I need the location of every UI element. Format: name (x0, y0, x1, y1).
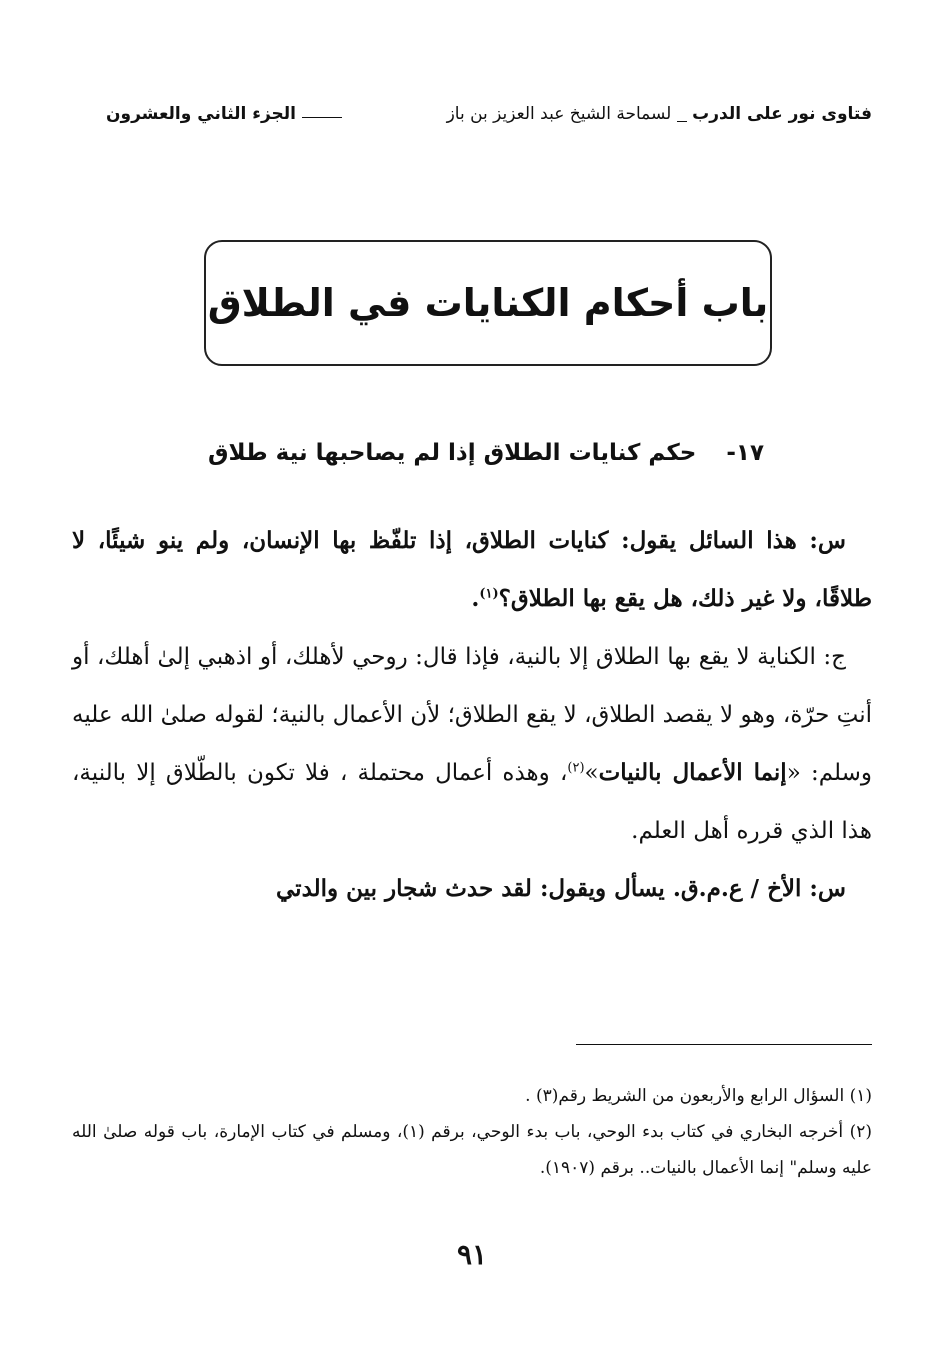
footnote-marker: (١) (479, 586, 499, 602)
footnote-item: (١) السؤال الرابع والأربعون من الشريط رقم(٣) . (525, 1086, 872, 1106)
running-header (106, 98, 872, 130)
answer-paragraph (72, 628, 872, 860)
section-number: ١٧- (726, 440, 764, 466)
footnote-divider (576, 1044, 872, 1045)
question-paragraph (72, 860, 872, 918)
question-text: س: الأخ / ع.م.ق. يسأل ويقول: لقد حدث شجار بين والدتي (276, 875, 846, 902)
answer-text: ج: الكناية لا يقع بها الطلاق إلا بالنية، فإذا قال: روحي لأهلك، أو اذهبي إلىٰ أهلك، أو أنتِ حرّة، وهو لا يقصد الطلاق، لا يقع الطلاق؛ لأن الأعمال بالنية؛ لقوله صلىٰ الله عليه وسلم: « (72, 644, 872, 786)
header-divider (677, 121, 687, 122)
header-book-info (447, 104, 872, 124)
footnote-marker: (٢) (567, 760, 585, 776)
hadith-quote: إنما الأعمال بالنيات (598, 759, 787, 786)
header-volume: الجزء الثاني والعشرون (106, 104, 297, 124)
chapter-title: باب أحكام الكنايات في الطلاق (207, 281, 769, 325)
body-text (72, 512, 872, 918)
chapter-title-box (204, 240, 772, 366)
question-end: . (471, 585, 480, 612)
header-volume-group (106, 104, 342, 124)
section-title: حكم كنايات الطلاق إذا لم يصاحبها نية طلاق (207, 440, 697, 466)
footnotes (72, 1078, 872, 1186)
question-text: س: هذا السائل يقول: كنايات الطلاق، إذا تلفّظ بها الإنسان، ولم ينو شيئًا، لا طلاقًا، ولا غير ذلك، هل يقع بها الطلاق؟ (72, 527, 872, 612)
question-paragraph (72, 512, 872, 628)
header-book-title: فتاوى نور على الدرب (692, 104, 872, 124)
page-number: ٩١ (456, 1238, 488, 1271)
footnote-item: (٢) أخرجه البخاري في كتاب بدء الوحي، باب بدء الوحي، برقم (١)، ومسلم في كتاب الإمارة، باب قوله صلىٰ الله عليه وسلم" إنما الأعمال بالنيات.. برقم (١٩٠٧). (72, 1122, 872, 1178)
section-heading (164, 440, 764, 466)
hadith-close: » (584, 760, 599, 786)
header-author: لسماحة الشيخ عبد العزيز بن باز (446, 104, 672, 124)
header-divider (302, 117, 342, 118)
answer-text-cont: ، وهذه أعمال محتملة ، فلا تكون بالطّلاق إلا بالنية، هذا الذي قرره أهل العلم. (72, 760, 872, 844)
